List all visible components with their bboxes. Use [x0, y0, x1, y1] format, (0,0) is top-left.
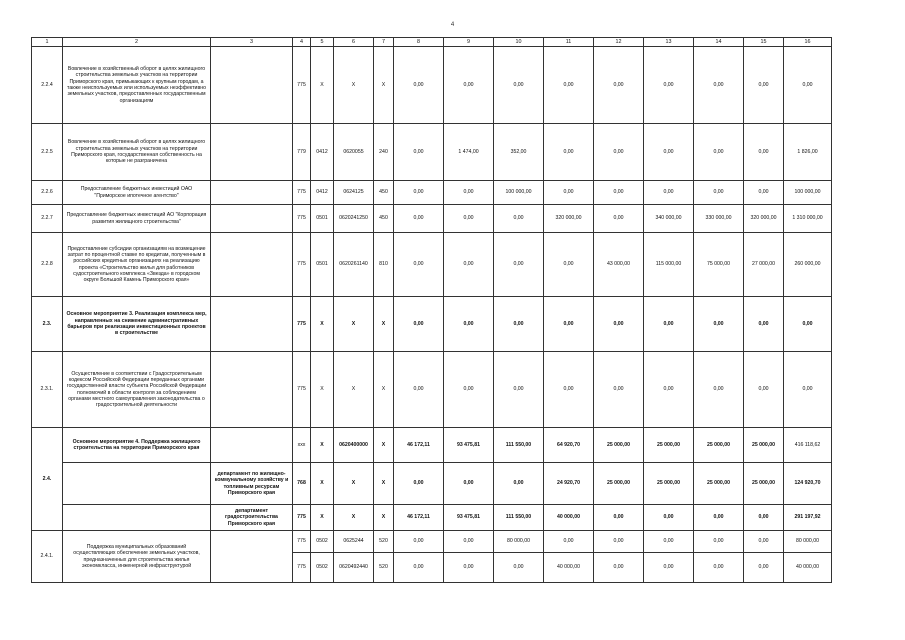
row-value: 0,00 — [394, 124, 444, 181]
row-vr: X — [374, 505, 394, 531]
table-row — [32, 297, 832, 352]
row-responsible — [211, 205, 293, 233]
row-value: 0,00 — [594, 297, 644, 352]
row-number: 2.2.4 — [32, 47, 63, 124]
row-grbs: 775 — [293, 47, 311, 124]
table-row — [32, 505, 832, 531]
table-row — [32, 463, 832, 505]
row-value: 320 000,00 — [744, 205, 784, 233]
row-value: 0,00 — [444, 297, 494, 352]
header-cell: 6 — [334, 38, 374, 47]
row-value: 111 550,00 — [494, 505, 544, 531]
row-value: 0,00 — [594, 531, 644, 553]
row-rz: X — [311, 47, 334, 124]
row-value: 25 000,00 — [694, 428, 744, 463]
row-csr: 0620241250 — [334, 205, 374, 233]
row-value: 0,00 — [394, 297, 444, 352]
row-value: 0,00 — [644, 553, 694, 583]
row-value: 40 000,00 — [544, 505, 594, 531]
row-value: 0,00 — [494, 297, 544, 352]
row-value: 46 172,11 — [394, 428, 444, 463]
row-value: 0,00 — [544, 124, 594, 181]
row-value: 46 172,11 — [394, 505, 444, 531]
header-row — [32, 38, 832, 47]
header-cell: 14 — [694, 38, 744, 47]
row-value: 93 475,81 — [444, 428, 494, 463]
row-csr: X — [334, 297, 374, 352]
row-grbs: 775 — [293, 553, 311, 583]
row-value: 0,00 — [594, 352, 644, 428]
row-description — [63, 505, 211, 531]
row-responsible — [211, 297, 293, 352]
row-responsible — [211, 47, 293, 124]
row-value: 0,00 — [744, 297, 784, 352]
row-value: 260 000,00 — [784, 233, 832, 297]
table-row — [32, 352, 832, 428]
row-value: 0,00 — [744, 47, 784, 124]
row-number: 2.2.5 — [32, 124, 63, 181]
row-responsible: департамент по жилищно-коммунальному хозяйству и топливным ресурсам Приморского края — [211, 463, 293, 505]
row-value: 64 920,70 — [544, 428, 594, 463]
row-vr: X — [374, 428, 394, 463]
row-value: 80 000,00 — [784, 531, 832, 553]
row-vr: 450 — [374, 205, 394, 233]
row-csr: X — [334, 47, 374, 124]
row-number: 2.4. — [32, 428, 63, 531]
row-value: 330 000,00 — [694, 205, 744, 233]
header-cell: 9 — [444, 38, 494, 47]
row-value: 0,00 — [644, 531, 694, 553]
table-row — [32, 124, 832, 181]
row-value: 25 000,00 — [594, 463, 644, 505]
header-cell: 11 — [544, 38, 594, 47]
row-vr: X — [374, 47, 394, 124]
table-row — [32, 205, 832, 233]
row-vr: 520 — [374, 553, 394, 583]
row-value: 0,00 — [444, 181, 494, 205]
row-value: 0,00 — [444, 553, 494, 583]
header-cell: 2 — [63, 38, 211, 47]
row-responsible — [211, 124, 293, 181]
row-value: 0,00 — [544, 352, 594, 428]
row-grbs: xxx — [293, 428, 311, 463]
row-value: 1 826,00 — [784, 124, 832, 181]
row-value: 0,00 — [644, 352, 694, 428]
row-vr: 810 — [374, 233, 394, 297]
row-description: Предоставление субсидии организациям на возмещение затрат по процентной ставке по кредитам, полученным в российских кредитных организациях на реализацию проекта «Строительство жилья для работников судостроительного комплекса «Звезда» в городском округе Большой Камень Приморского края» — [63, 233, 211, 297]
row-value: 0,00 — [494, 233, 544, 297]
row-rz: 0502 — [311, 531, 334, 553]
header-cell: 16 — [784, 38, 832, 47]
row-description — [63, 463, 211, 505]
row-value: 0,00 — [594, 124, 644, 181]
header-cell: 15 — [744, 38, 784, 47]
row-value: 25 000,00 — [694, 463, 744, 505]
row-csr: X — [334, 352, 374, 428]
row-vr: X — [374, 352, 394, 428]
row-description: Предоставление бюджетных инвестиций ОАО "Приморское ипотечное агентство" — [63, 181, 211, 205]
row-description: Поддержка муниципальных образований осуществляющих обеспечение земельных участков, предназначенных для строительства жилья экономкласса, инженерной инфраструктурой — [63, 531, 211, 583]
row-value: 0,00 — [494, 352, 544, 428]
row-value: 24 920,70 — [544, 463, 594, 505]
row-value: 1 310 000,00 — [784, 205, 832, 233]
row-value: 1 474,00 — [444, 124, 494, 181]
row-responsible — [211, 233, 293, 297]
row-vr: 520 — [374, 531, 394, 553]
row-value: 0,00 — [594, 181, 644, 205]
row-value: 0,00 — [644, 124, 694, 181]
row-value: 0,00 — [694, 553, 744, 583]
row-rz: X — [311, 297, 334, 352]
row-csr: X — [334, 505, 374, 531]
row-rz: 0501 — [311, 205, 334, 233]
row-value: 0,00 — [694, 47, 744, 124]
header-cell: 4 — [293, 38, 311, 47]
row-grbs: 775 — [293, 505, 311, 531]
row-grbs: 775 — [293, 531, 311, 553]
row-value: 0,00 — [394, 205, 444, 233]
row-value: 0,00 — [744, 553, 784, 583]
row-description: Основное мероприятие 3. Реализация комплекса мер, направленных на снижение административных барьеров при реализации инвестиционных проектов в строительстве — [63, 297, 211, 352]
row-value: 0,00 — [594, 505, 644, 531]
row-value: 0,00 — [644, 181, 694, 205]
row-csr: 0625244 — [334, 531, 374, 553]
row-value: 320 000,00 — [544, 205, 594, 233]
row-value: 0,00 — [494, 205, 544, 233]
row-csr: 0624125 — [334, 181, 374, 205]
header-cell: 10 — [494, 38, 544, 47]
row-value: 0,00 — [784, 352, 832, 428]
row-number: 2.3.1. — [32, 352, 63, 428]
row-value: 0,00 — [784, 47, 832, 124]
row-csr: 0620400000 — [334, 428, 374, 463]
row-value: 100 000,00 — [494, 181, 544, 205]
row-number: 2.3. — [32, 297, 63, 352]
row-csr: 0620492440 — [334, 553, 374, 583]
row-value: 25 000,00 — [644, 428, 694, 463]
row-value: 0,00 — [494, 553, 544, 583]
row-rz: X — [311, 428, 334, 463]
row-value: 25 000,00 — [594, 428, 644, 463]
row-value: 0,00 — [594, 205, 644, 233]
row-number: 2.4.1. — [32, 531, 63, 583]
program-table — [31, 37, 832, 583]
row-value: 80 000,00 — [494, 531, 544, 553]
row-value: 291 197,92 — [784, 505, 832, 531]
row-value: 0,00 — [744, 124, 784, 181]
row-value: 27 000,00 — [744, 233, 784, 297]
row-value: 0,00 — [394, 47, 444, 124]
row-value: 0,00 — [394, 352, 444, 428]
row-value: 0,00 — [594, 47, 644, 124]
header-cell: 8 — [394, 38, 444, 47]
header-cell: 3 — [211, 38, 293, 47]
row-csr: 0620261140 — [334, 233, 374, 297]
row-value: 0,00 — [694, 531, 744, 553]
row-value: 0,00 — [494, 47, 544, 124]
header-cell: 7 — [374, 38, 394, 47]
row-value: 0,00 — [394, 463, 444, 505]
header-cell: 5 — [311, 38, 334, 47]
row-value: 0,00 — [444, 463, 494, 505]
row-value: 25 000,00 — [744, 428, 784, 463]
row-description: Вовлечение в хозяйственный оборот в целях жилищного строительства земельных участков на территории Приморского края, государственная собственность на которые не разграничена — [63, 124, 211, 181]
row-value: 0,00 — [444, 233, 494, 297]
row-value: 0,00 — [544, 181, 594, 205]
row-value: 0,00 — [544, 233, 594, 297]
header-cell: 13 — [644, 38, 694, 47]
table-row — [32, 233, 832, 297]
row-number: 2.2.8 — [32, 233, 63, 297]
row-value: 0,00 — [744, 352, 784, 428]
row-number: 2.2.7 — [32, 205, 63, 233]
row-value: 93 475,81 — [444, 505, 494, 531]
row-value: 0,00 — [444, 352, 494, 428]
table-row — [32, 181, 832, 205]
table-row — [32, 47, 832, 124]
row-vr: X — [374, 463, 394, 505]
row-value: 25 000,00 — [744, 463, 784, 505]
row-value: 0,00 — [394, 531, 444, 553]
row-rz: 0501 — [311, 233, 334, 297]
table-row — [32, 428, 832, 463]
row-value: 0,00 — [544, 531, 594, 553]
row-grbs: 775 — [293, 181, 311, 205]
row-value: 0,00 — [744, 505, 784, 531]
row-value: 0,00 — [394, 181, 444, 205]
row-grbs: 775 — [293, 297, 311, 352]
row-csr: 0620055 — [334, 124, 374, 181]
row-value: 0,00 — [644, 505, 694, 531]
row-vr: 240 — [374, 124, 394, 181]
row-value: 352,00 — [494, 124, 544, 181]
row-rz: X — [311, 352, 334, 428]
row-grbs: 775 — [293, 233, 311, 297]
row-csr: X — [334, 463, 374, 505]
row-value: 40 000,00 — [544, 553, 594, 583]
row-value: 115 000,00 — [644, 233, 694, 297]
row-value: 43 000,00 — [594, 233, 644, 297]
row-value: 0,00 — [594, 553, 644, 583]
row-value: 0,00 — [694, 352, 744, 428]
row-rz: 0412 — [311, 181, 334, 205]
header-cell: 12 — [594, 38, 644, 47]
row-value: 340 000,00 — [644, 205, 694, 233]
row-value: 100 000,00 — [784, 181, 832, 205]
row-value: 0,00 — [444, 47, 494, 124]
row-description: Осуществление в соответствии с Градостроительным кодексом Российской Федерации переданных органами государственной власти субъекта Российской Федерации полномочий в области контроля за соблюдением органами местного самоуправления законодательства о градостроительной деятельности — [63, 352, 211, 428]
row-number: 2.2.6 — [32, 181, 63, 205]
row-value: 0,00 — [744, 531, 784, 553]
row-rz: X — [311, 463, 334, 505]
row-value: 40 000,00 — [784, 553, 832, 583]
row-value: 0,00 — [644, 47, 694, 124]
row-grbs: 775 — [293, 205, 311, 233]
row-rz: X — [311, 505, 334, 531]
row-responsible — [211, 352, 293, 428]
row-grbs: 768 — [293, 463, 311, 505]
row-responsible — [211, 531, 293, 583]
page-number: 4 — [450, 22, 455, 28]
row-responsible — [211, 428, 293, 463]
row-value: 111 550,00 — [494, 428, 544, 463]
row-value: 0,00 — [784, 297, 832, 352]
row-value: 75 000,00 — [694, 233, 744, 297]
row-description: Вовлечение в хозяйственный оборот в целях жилищного строительства земельных участков на территории Приморского края, примыкающих к крупным городам, а также неиспользуемых или используемых неэффективно земельных участков, предоставленных государственным организациям — [63, 47, 211, 124]
row-rz: 0502 — [311, 553, 334, 583]
row-grbs: 775 — [293, 352, 311, 428]
row-responsible: департамент градостроительства Приморского края — [211, 505, 293, 531]
row-vr: X — [374, 297, 394, 352]
row-value: 416 118,62 — [784, 428, 832, 463]
row-value: 0,00 — [394, 553, 444, 583]
row-value: 0,00 — [444, 205, 494, 233]
row-responsible — [211, 181, 293, 205]
row-grbs: 779 — [293, 124, 311, 181]
row-value: 0,00 — [644, 297, 694, 352]
row-vr: 450 — [374, 181, 394, 205]
row-value: 0,00 — [694, 297, 744, 352]
row-value: 0,00 — [694, 505, 744, 531]
row-value: 25 000,00 — [644, 463, 694, 505]
row-value: 124 920,70 — [784, 463, 832, 505]
row-value: 0,00 — [544, 297, 594, 352]
row-value: 0,00 — [394, 233, 444, 297]
row-value: 0,00 — [694, 181, 744, 205]
table-row — [32, 531, 832, 553]
row-value: 0,00 — [694, 124, 744, 181]
row-value: 0,00 — [444, 531, 494, 553]
row-value: 0,00 — [744, 181, 784, 205]
row-description: Основное мероприятие 4. Поддержка жилищного строительства на территории Приморского края — [63, 428, 211, 463]
row-rz: 0412 — [311, 124, 334, 181]
row-value: 0,00 — [544, 47, 594, 124]
header-cell: 1 — [32, 38, 63, 47]
row-description: Предоставление бюджетных инвестиций АО "Корпорация развития жилищного строительства" — [63, 205, 211, 233]
row-value: 0,00 — [494, 463, 544, 505]
